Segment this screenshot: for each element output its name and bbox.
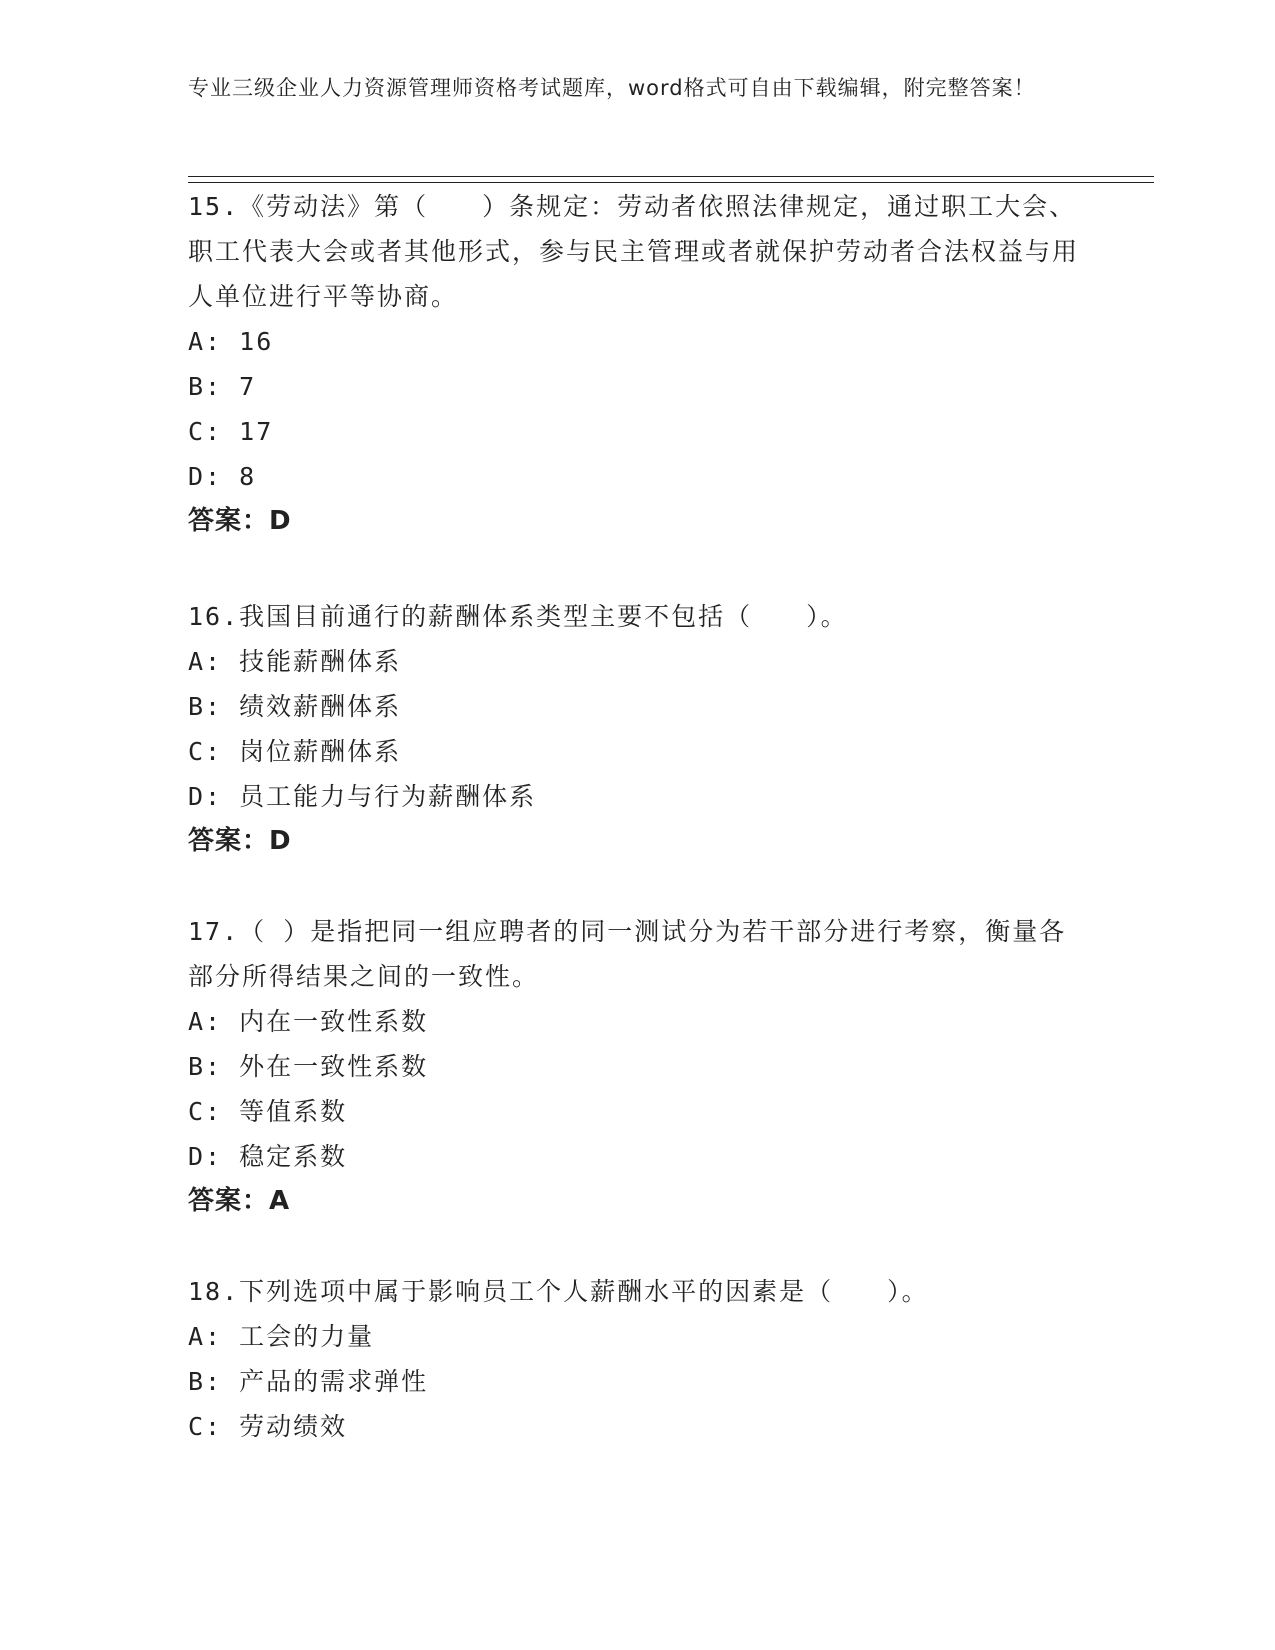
option-a: A: 技能薪酬体系 — [188, 647, 402, 676]
option-d: D: 员工能力与行为薪酬体系 — [188, 782, 537, 811]
question-18 — [188, 1269, 1088, 1449]
option-b: B: 绩效薪酬体系 — [188, 692, 402, 721]
answer: 答案：A — [188, 1186, 291, 1216]
option-b: B: 外在一致性系数 — [188, 1052, 429, 1081]
option-a: A: 内在一致性系数 — [188, 1007, 429, 1036]
answer: 答案：D — [188, 506, 292, 536]
option-c: C: 等值系数 — [188, 1097, 348, 1126]
option-b: B: 产品的需求弹性 — [188, 1367, 429, 1396]
option-c: C: 岗位薪酬体系 — [188, 737, 402, 766]
question-16 — [188, 594, 1088, 864]
question-15 — [188, 184, 1088, 544]
option-b: B: 7 — [188, 372, 257, 401]
option-d: D: 8 — [188, 462, 257, 491]
question-stem: 15.《劳动法》第（ ）条规定：劳动者依照法律规定，通过职工大会、职工代表大会或者其他形式，参与民主管理或者就保护劳动者合法权益与用人单位进行平等协商。 — [188, 192, 1080, 311]
question-stem: 16.我国目前通行的薪酬体系类型主要不包括（ ）。 — [188, 602, 848, 631]
document-header: 专业三级企业人力资源管理师资格考试题库，word格式可自由下载编辑，附完整答案！ — [188, 76, 1036, 100]
answer: 答案：D — [188, 826, 292, 856]
question-17 — [188, 909, 1088, 1224]
header-rule-bottom — [188, 182, 1154, 183]
option-a: A: 工会的力量 — [188, 1322, 375, 1351]
option-c: C: 劳动绩效 — [188, 1412, 348, 1441]
option-a: A: 16 — [188, 327, 274, 356]
option-d: D: 稳定系数 — [188, 1142, 348, 1171]
question-stem: 18.下列选项中属于影响员工个人薪酬水平的因素是（ ）。 — [188, 1277, 929, 1306]
question-stem: 17.（ ）是指把同一组应聘者的同一测试分为若干部分进行考察，衡量各部分所得结果之间的一致性。 — [188, 917, 1067, 991]
option-c: C: 17 — [188, 417, 274, 446]
header-rule-top — [188, 176, 1154, 177]
